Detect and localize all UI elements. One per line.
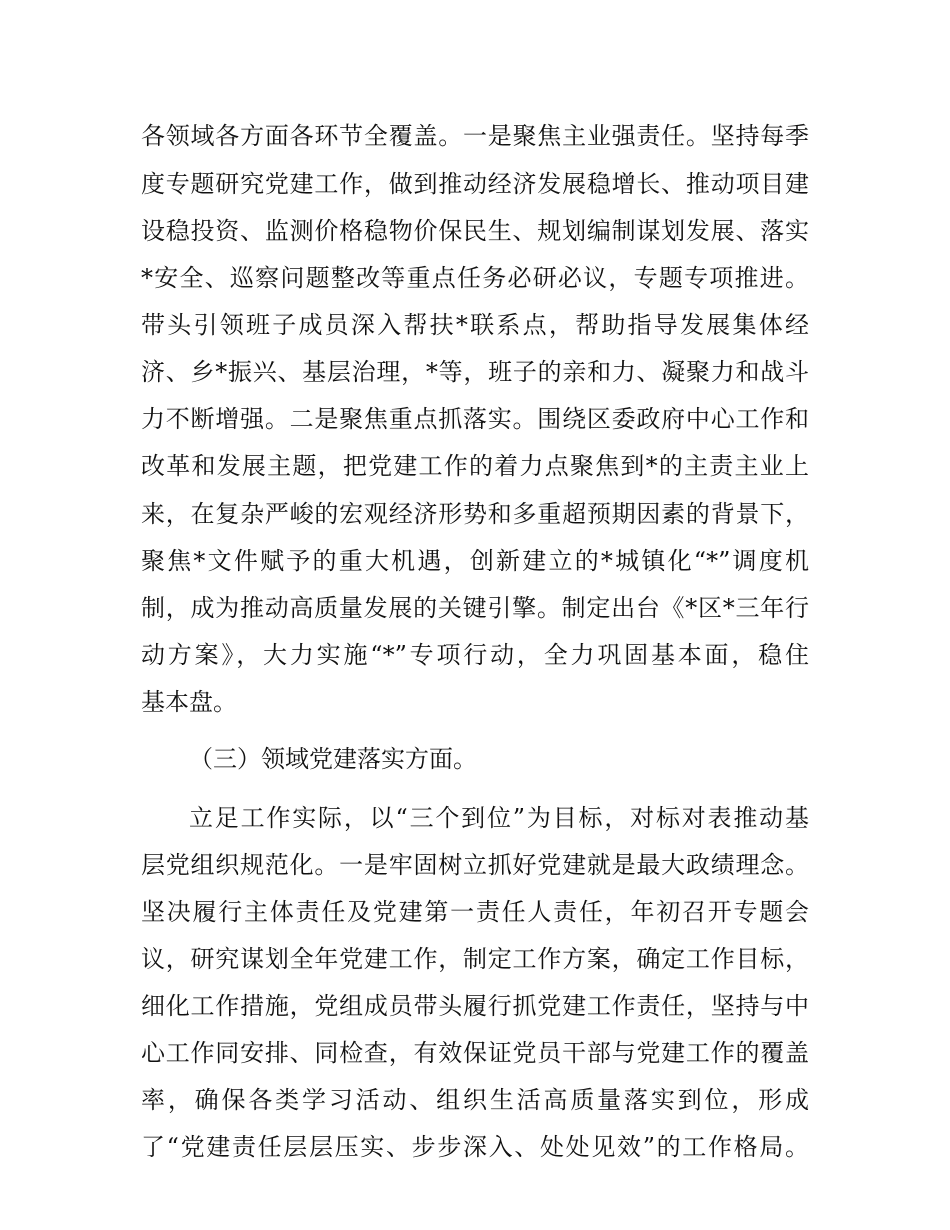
paragraph-2-line-2: 层党组织规范化。一是牢固树立抓好党建就是最大政绩理念。 — [141, 851, 809, 879]
paragraph-2-line-1: 立足工作实际，以“三个到位”为目标，对标对表推动基 — [189, 804, 809, 832]
paragraph-2-line-8: 了“党建责任层层压实、步步深入、处处见效”的工作格局。 — [141, 1133, 809, 1161]
paragraph-1-line-2: 度专题研究党建工作，做到推动经济发展稳增长、推动项目建 — [141, 170, 809, 198]
paragraph-1-line-13: 基本盘。 — [141, 688, 237, 716]
paragraph-2-line-5: 细化工作措施，党组成员带头履行抓党建工作责任，坚持与中 — [141, 992, 809, 1020]
paragraph-1-line-4: *安全、巡察问题整改等重点任务必研必议，专题专项推进。 — [141, 264, 809, 292]
paragraph-1-line-10: 聚焦*文件赋予的重大机遇，创新建立的*城镇化“*”调度机 — [141, 547, 809, 575]
paragraph-1-line-12: 动方案》，大力实施“*”专项行动，全力巩固基本面，稳住 — [141, 641, 809, 669]
paragraph-2-line-4: 议，研究谋划全年党建工作，制定工作方案，确定工作目标， — [141, 945, 809, 973]
paragraph-1-line-5: 带头引领班子成员深入帮扶*联系点，帮助指导发展集体经 — [141, 311, 809, 339]
paragraph-1-line-6: 济、乡*振兴、基层治理，*等，班子的亲和力、凝聚力和战斗 — [141, 358, 809, 386]
paragraph-2-line-6: 心工作同安排、同检查，有效保证党员干部与党建工作的覆盖 — [141, 1039, 809, 1067]
paragraph-2-line-7: 率，确保各类学习活动、组织生活高质量落实到位，形成 — [141, 1086, 809, 1114]
paragraph-1-line-9: 来，在复杂严峻的宏观经济形势和多重超预期因素的背景下， — [141, 500, 809, 528]
section-heading: （三）领域党建落实方面。 — [189, 745, 477, 773]
paragraph-2-line-3: 坚决履行主体责任及党建第一责任人责任，年初召开专题会 — [141, 898, 809, 926]
paragraph-1-line-3: 设稳投资、监测价格稳物价保民生、规划编制谋划发展、落实 — [141, 217, 809, 245]
paragraph-1-line-11: 制，成为推动高质量发展的关键引擎。制定出台《*区*三年行 — [141, 594, 809, 622]
paragraph-1-line-1: 各领域各方面各环节全覆盖。一是聚焦主业强责任。坚持每季 — [141, 122, 809, 150]
paragraph-1-line-8: 改革和发展主题，把党建工作的着力点聚焦到*的主责主业上 — [141, 452, 809, 480]
paragraph-1-line-7: 力不断增强。二是聚焦重点抓落实。围绕区委政府中心工作和 — [141, 405, 809, 433]
